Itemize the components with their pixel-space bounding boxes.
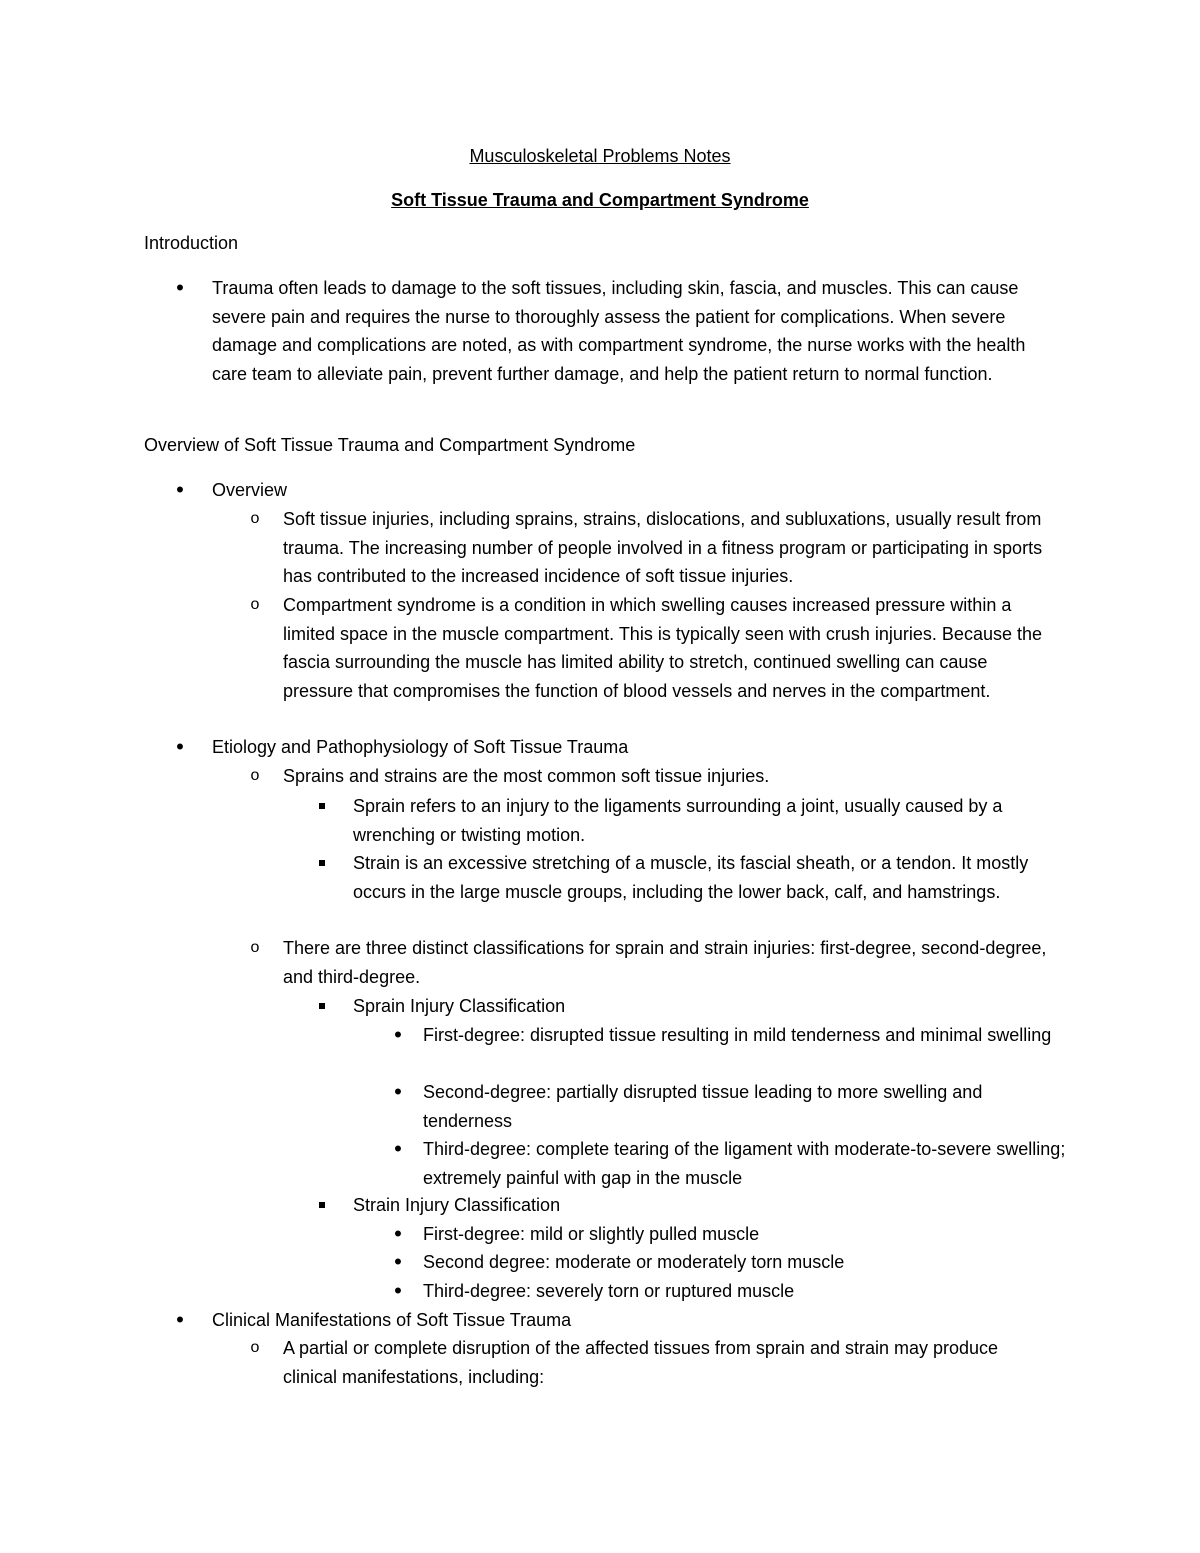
bullet-icon: [388, 1078, 408, 1108]
square-bullet-icon: [312, 792, 332, 821]
circle-bullet-icon: o: [250, 767, 260, 784]
bullet-icon: [170, 1306, 190, 1336]
circle-bullet-icon: o: [250, 1339, 260, 1356]
strain-first-degree: First-degree: mild or slightly pulled muscle: [423, 1224, 760, 1244]
circle-bullet-icon: o: [250, 596, 260, 613]
square-bullet-icon: [312, 1191, 332, 1220]
bullet-icon: [170, 476, 190, 506]
square-bullet-icon: [312, 849, 332, 878]
bullet-icon: [388, 1248, 408, 1278]
bullet-icon: [170, 274, 190, 304]
clinical-label: Clinical Manifestations of Soft Tissue Trauma: [212, 1310, 572, 1330]
etiology-classifications: There are three distinct classifications for sprain and strain injuries: first-degree, second-degree, and third-degree.: [283, 938, 1047, 987]
strain-definition: Strain is an excessive stretching of a muscle, its fascial sheath, or a tendon. It mostly occurs in the large muscle groups, including the lower back, calf, and hamstrings.: [353, 853, 1029, 902]
introduction-bullet: Trauma often leads to damage to the soft tissues, including skin, fascia, and muscles. This can cause severe pain and requires the nurse to thoroughly assess the patient for complications. When severe damage and complications are noted, as with compartment syndrome, the nurse works with the health care team to alleviate pain, prevent further damage, and help the patient return to normal function.: [212, 278, 1026, 384]
document-subtitle: Soft Tissue Trauma and Compartment Syndrome: [391, 190, 809, 210]
bullet-icon: [388, 1220, 408, 1250]
section-heading-overview: Overview of Soft Tissue Trauma and Compartment Syndrome: [144, 435, 636, 455]
bullet-icon: [388, 1021, 408, 1051]
bullet-icon: [170, 733, 190, 763]
bullet-icon: [388, 1277, 408, 1307]
document-title: Musculoskeletal Problems Notes: [469, 146, 731, 166]
section-heading-introduction: Introduction: [144, 233, 239, 253]
clinical-manifestations: A partial or complete disruption of the affected tissues from sprain and strain may produce clinical manifestations, including:: [283, 1338, 999, 1387]
sprain-classification-label: Sprain Injury Classification: [353, 996, 566, 1016]
strain-second-degree: Second degree: moderate or moderately torn muscle: [423, 1252, 845, 1272]
sprain-third-degree: Third-degree: complete tearing of the ligament with moderate-to-severe swelling; extremely painful with gap in the muscle: [423, 1139, 1066, 1188]
sprain-definition: Sprain refers to an injury to the ligaments surrounding a joint, usually caused by a wrenching or twisting motion.: [353, 796, 1003, 845]
etiology-common-injuries: Sprains and strains are the most common soft tissue injuries.: [283, 766, 770, 786]
overview-label: Overview: [212, 480, 288, 500]
sprain-second-degree: Second-degree: partially disrupted tissue leading to more swelling and tenderness: [423, 1082, 983, 1131]
bullet-icon: [388, 1135, 408, 1165]
strain-classification-label: Strain Injury Classification: [353, 1195, 561, 1215]
circle-bullet-icon: o: [250, 510, 260, 527]
sprain-first-degree: First-degree: disrupted tissue resulting in mild tenderness and minimal swelling: [423, 1025, 1052, 1045]
square-bullet-icon: [312, 992, 332, 1021]
etiology-label: Etiology and Pathophysiology of Soft Tissue Trauma: [212, 737, 629, 757]
circle-bullet-icon: o: [250, 939, 260, 956]
strain-third-degree: Third-degree: severely torn or ruptured muscle: [423, 1281, 795, 1301]
overview-soft-tissue-injuries: Soft tissue injuries, including sprains, strains, dislocations, and subluxations, usually result from trauma. The increasing number of people involved in a fitness program or participating in sports has contributed to the increased incidence of soft tissue injuries.: [283, 509, 1043, 586]
overview-compartment-syndrome: Compartment syndrome is a condition in which swelling causes increased pressure within a limited space in the muscle compartment. This is typically seen with crush injuries. Because the fascia surrounding the muscle has limited ability to stretch, continued swelling can cause pressure that compromises the function of blood vessels and nerves in the compartment.: [283, 595, 1042, 701]
